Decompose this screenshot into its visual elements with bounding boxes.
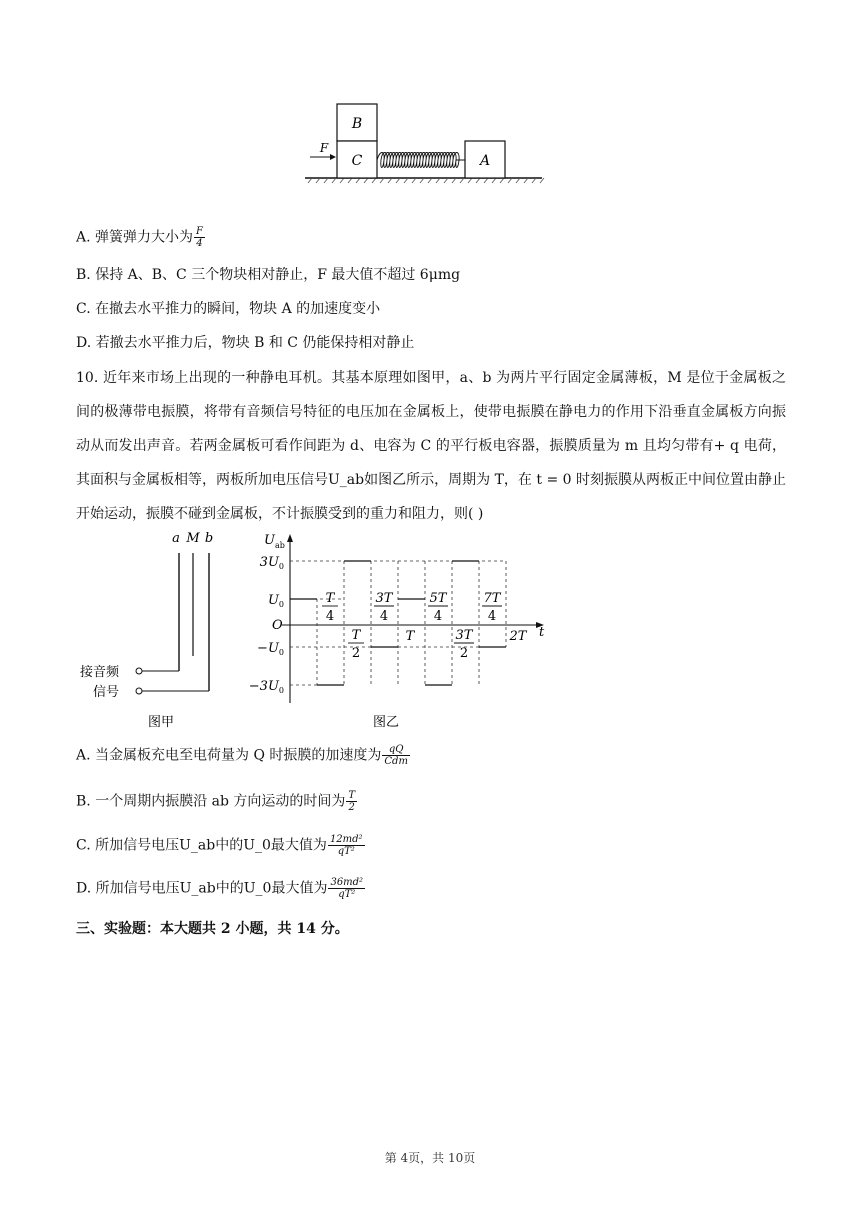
membrane-m-label: M: [186, 531, 200, 546]
block-a-label: A: [479, 153, 491, 169]
y-label-neg-3u0: $-3U_0$: [248, 679, 284, 695]
x-label-7t-over-4-num: 7T: [483, 591, 501, 606]
x-label-3t-over-2-den: 2: [459, 646, 469, 661]
figure-yi-caption: 图乙: [372, 715, 400, 730]
q10-option-a: [76, 744, 411, 767]
y-label-3u0: $3U_0$: [259, 555, 284, 571]
x-label-7t-over-4-den: 4: [487, 609, 497, 624]
figure-jia-caption: 图甲: [147, 715, 175, 730]
q10-option-d: [76, 877, 366, 900]
y-label-neg-u0: $-U_0$: [257, 641, 284, 657]
q10-option-d-fraction: $\frac{\text{36md²}}{\text{qT²}}$: [330, 877, 364, 900]
q10-option-c: [76, 834, 366, 857]
x-label-2t: 2T: [509, 629, 527, 644]
input-label-line1: 接音频: [80, 665, 120, 680]
q9-option-a-text: A. 弹簧弹力大小为: [76, 229, 194, 246]
q9-option-c: C. 在撤去水平推力的瞬间，物块 A 的加速度变小: [76, 301, 381, 317]
x-label-3t-over-2-num: 3T: [455, 628, 473, 643]
section-heading-experiments: 三、实验题：本大题共 2 小题，共 14 分。: [76, 921, 349, 937]
block-c-label: C: [351, 153, 363, 169]
q9-option-a-fraction: $\frac{F}{4}$: [196, 226, 203, 249]
origin-label: O: [272, 618, 283, 633]
terminal-top: [136, 668, 142, 674]
x-label-t-over-4-den: 4: [325, 609, 335, 624]
q10-option-a-fraction: $\frac{qQ}{\text{Cdm}}$: [384, 744, 408, 767]
plate-a-label: a: [172, 531, 180, 546]
spring: [377, 153, 465, 168]
x-label-3t-over-4-num: 3T: [375, 591, 393, 606]
plate-b-label: b: [204, 531, 214, 546]
q9-option-a: [76, 226, 206, 249]
q10-stem: 10. 近年来市场上出现的一种静电耳机。其基本原理如图甲，a、b 为两片平行固定金属薄板，M 是位于金属板之间的极薄带电振膜，将带有音频信号特征的电压加在金属板上，使带电振膜在静电力的作用下沿垂直金属板方向振动从而发出声音。若两金属板可看作间距为 d、电容为 C 的平行板电容器，振膜质量为 m 且均匀带有+ q 电荷，其面积与金属板相等，两板所加电压信号U_ab如图乙所示，周期为 T，在 t = 0 时刻振膜从两板正中间位置由静止开始运动，振膜不碰到金属板，不计振膜受到的重力和阻力，则( ): [76, 370, 786, 522]
figure-jia: [76, 528, 236, 734]
x-label-3t-over-4-den: 4: [379, 609, 389, 624]
terminal-bottom: [136, 688, 142, 694]
x-label-t-over-2-den: 2: [351, 646, 361, 661]
input-label-line2: 信号: [93, 685, 120, 700]
blocks-spring-figure: [300, 100, 550, 188]
x-label-t: T: [405, 629, 415, 644]
q10-option-c-text: C. 所加信号电压U_ab中的U_0最大值为: [76, 837, 327, 854]
y-axis-label: $U_{ab}$: [264, 533, 285, 550]
figure-yi-voltage-graph: [236, 528, 566, 734]
q10-option-c-fraction: $\frac{\text{12md²}}{\text{qT²}}$: [329, 834, 363, 857]
x-axis-label: t: [539, 625, 545, 640]
q10-option-b-fraction: $\frac{T}{2}$: [348, 790, 356, 813]
q10-option-b-text: B. 一个周期内振膜沿 ab 方向运动的时间为: [76, 793, 346, 810]
y-label-u0: $U_0$: [267, 593, 284, 609]
x-label-5t-over-4-num: 5T: [429, 591, 447, 606]
block-b-label: B: [351, 116, 363, 132]
q9-option-b: B. 保持 A、B、C 三个物块相对静止，F 最大值不超过 6μmg: [76, 267, 461, 283]
x-label-5t-over-4-den: 4: [433, 609, 443, 624]
q10-option-b: [76, 790, 358, 813]
force-label: F: [319, 141, 329, 155]
q10-option-d-text: D. 所加信号电压U_ab中的U_0最大值为: [76, 880, 328, 897]
page-footer: 第 4页，共 10页: [384, 1151, 476, 1165]
x-label-t-over-2-num: T: [351, 628, 361, 643]
q10-option-a-text: A. 当金属板充电至电荷量为 Q 时振膜的加速度为: [76, 747, 382, 764]
q9-option-d: D. 若撤去水平推力后，物块 B 和 C 仍能保持相对静止: [76, 335, 415, 351]
x-label-t-over-4-num: T: [325, 591, 335, 606]
